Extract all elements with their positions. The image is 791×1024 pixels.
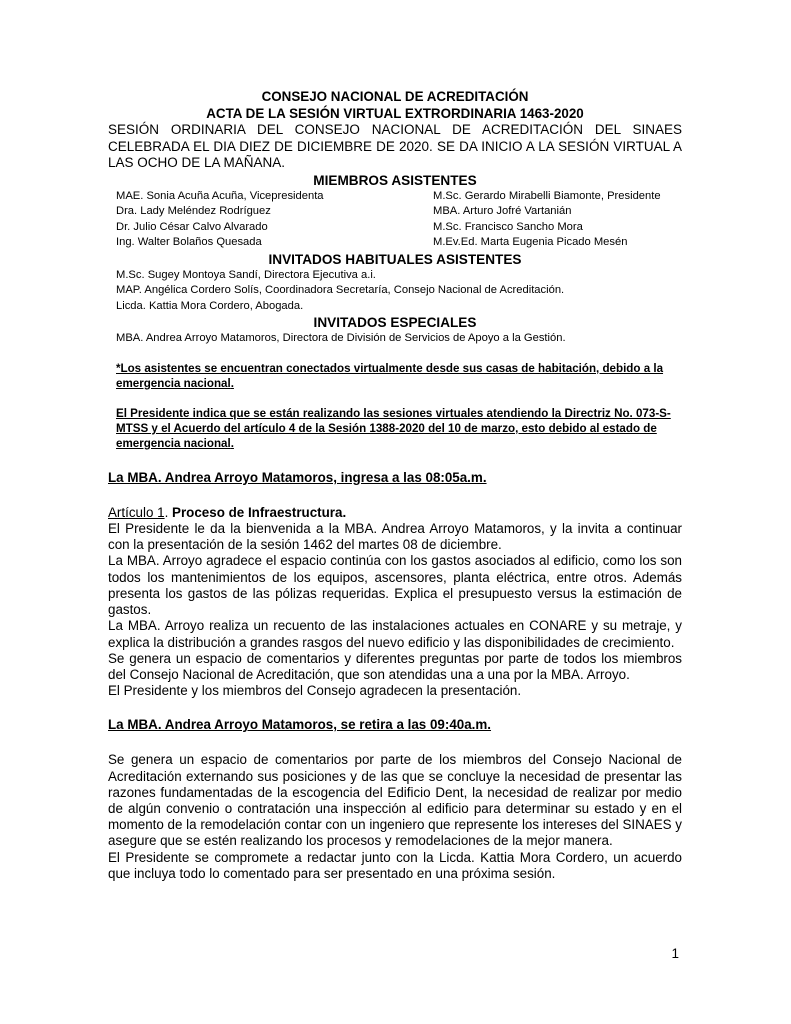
entry-line: La MBA. Andrea Arroyo Matamoros, ingresa a las 08:05a.m.: [108, 469, 487, 485]
article-paragraph: Se genera un espacio de comentarios y diferentes preguntas por parte de todos los miembros del Consejo Nacional de Acreditación, que son atendidas una a una por la MBA. Arroyo.: [108, 650, 682, 682]
page-number: 1: [671, 946, 679, 961]
session-intro: SESIÓN ORDINARIA DEL CONSEJO NACIONAL DE ACREDITACIÓN DEL SINAES CELEBRADA EL DIA DIEZ DE DICIEMBRE DE 2020. SE DA INICIO A LA SESIÓN VIRTUAL A LAS OCHO DE LA MAÑANA.: [108, 122, 682, 170]
article-paragraph: La MBA. Arroyo realiza un recuento de las instalaciones actuales en CONARE y su metraje, y explica la distribución a grandes rasgos del nuevo edificio y las disponibilidades de crecimiento.: [108, 618, 682, 650]
member-name: M.Sc. Francisco Sancho Mora: [433, 220, 583, 233]
org-title: CONSEJO NACIONAL DE ACREDITACIÓN: [261, 89, 529, 104]
document-page: [108, 88, 682, 882]
habituales-heading: INVITADOS HABITUALES ASISTENTES: [268, 251, 522, 267]
acta-title: ACTA DE LA SESIÓN VIRTUAL EXTRORDINARIA 1463-2020: [206, 106, 584, 121]
member-name: M.Sc. Gerardo Mirabelli Biamonte, Presidente: [433, 189, 661, 202]
members-list: [116, 189, 682, 251]
article-heading: [108, 505, 682, 521]
note-period: .: [230, 436, 234, 450]
article-label: Artículo 1: [108, 504, 165, 520]
article-paragraph: La MBA. Arroyo agradece el espacio continúa con los gastos asociados al edificio, como los son todos los mantenimientos de los equipos, ascensores, planta eléctrica, entre otros. Además presenta los gastos de las pólizas requeridas. Explica el presupuesto versus la estimación de gastos.: [108, 553, 682, 618]
closing-paragraph: Se genera un espacio de comentarios por parte de los miembros del Consejo Nacional de Acreditación externando sus posiciones y de las que se concluye la necesidad de presentar las razones fundamentadas de la escogencia del Edificio Dent, la necesidad de realizar por medio de algún convenio o contratación una inspección al edificio para determinar su estado y en el momento de la remodelación contar con un ingeniero que represente los intereses del SINAES y asegure que se estén realizando los procesos y remodelaciones de la mejor manera.: [108, 752, 682, 849]
list-item: MAP. Angélica Cordero Solís, Coordinadora Secretaría, Consejo Nacional de Acreditación.: [116, 284, 565, 297]
list-item: MBA. Andrea Arroyo Matamoros, Directora de División de Servicios de Apoyo a la Gestión.: [116, 332, 566, 345]
note-period: .: [230, 376, 234, 390]
directive-note-text: El Presidente indica que se están realizando las sesiones virtuales atendiendo la Directriz No. 073-S-MTSS y el Acuerdo del artículo 4 de la Sesión 1388-2020 del 10 de marzo, esto debido al estado de emergencia nacional: [116, 406, 671, 450]
list-item: Licda. Kattia Mora Cordero, Abogada.: [116, 299, 304, 312]
directive-note: [116, 406, 682, 451]
article-paragraph: El Presidente y los miembros del Consejo agradecen la presentación.: [108, 683, 522, 699]
article-title: Proceso de Infraestructura.: [172, 504, 347, 520]
habituales-list: [116, 268, 682, 315]
closing-paragraph: El Presidente se compromete a redactar junto con la Licda. Kattia Mora Cordero, un acuerdo que incluya todo lo comentado para ser presentado en una próxima sesión.: [108, 849, 682, 881]
member-name: MAE. Sonia Acuña Acuña, Vicepresidenta: [116, 189, 324, 202]
member-name: MBA. Arturo Jofré Vartanián: [433, 205, 572, 217]
members-heading: MIEMBROS ASISTENTES: [313, 172, 477, 188]
list-item: M.Sc. Sugey Montoya Sandí, Directora Ejecutiva a.i.: [116, 268, 376, 281]
exit-line: La MBA. Andrea Arroyo Matamoros, se retira a las 09:40a.m.: [108, 717, 492, 733]
especiales-heading: INVITADOS ESPECIALES: [313, 315, 477, 331]
article-paragraph: El Presidente le da la bienvenida a la MBA. Andrea Arroyo Matamoros, y la invita a continuar con la presentación de la sesión 1462 del martes 08 de diciembre.: [108, 521, 682, 553]
member-name: Ing. Walter Bolaños Quesada: [116, 236, 262, 248]
virtual-note-text: *Los asistentes se encuentran conectados virtualmente desde sus casas de habitación, debido a la emergencia nacional: [116, 361, 664, 390]
virtual-note: [116, 361, 682, 391]
member-name: Dr. Julio César Calvo Alvarado: [116, 220, 268, 233]
member-name: Dra. Lady Meléndez Rodríguez: [116, 205, 271, 217]
especiales-list: [116, 331, 682, 347]
member-name: M.Ev.Ed. Marta Eugenia Picado Mesén: [433, 236, 628, 248]
article-sep: .: [164, 504, 173, 520]
